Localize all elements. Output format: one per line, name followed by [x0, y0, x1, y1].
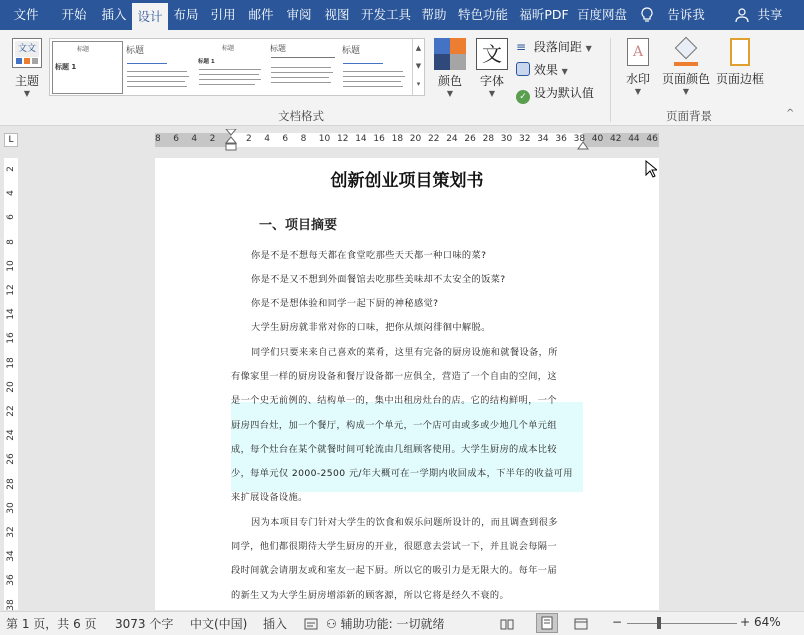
more-icon[interactable]: ▾: [416, 80, 421, 88]
ruler-tick-label: 40: [591, 134, 604, 144]
mouse-pointer-icon: [645, 160, 657, 181]
print-layout-icon[interactable]: [536, 613, 558, 633]
ruler-tick-label: 16: [373, 134, 385, 144]
vertical-ruler[interactable]: [4, 158, 18, 610]
paint-bucket-icon: [674, 38, 698, 62]
ruler-tick-label: 30: [6, 502, 16, 514]
indent-marker-icon[interactable]: [225, 129, 237, 151]
document-line: 有像家里一样的厨房设备和餐厅设备都一应俱全，营造了一个自由的空间，这: [231, 371, 557, 382]
collapse-ribbon-icon[interactable]: ^: [786, 108, 795, 119]
group-separator: [610, 38, 611, 122]
lightbulb-icon[interactable]: [640, 0, 654, 30]
set-as-default-button[interactable]: ✓ 设为默认值: [516, 84, 594, 104]
ruler-tick-label: 30: [500, 134, 513, 144]
ribbon-tab-bar: [0, 0, 804, 30]
chevron-down-icon: ▼: [561, 67, 568, 76]
tab-file[interactable]: 文件: [13, 7, 39, 22]
ruler-tick-label: 24: [446, 134, 458, 144]
page-borders-button[interactable]: 页面边框: [714, 38, 766, 102]
share-button[interactable]: 共享: [757, 7, 783, 22]
style-set-item[interactable]: 标题: [268, 41, 339, 94]
ruler-tick-label: 2: [246, 134, 252, 144]
tab-developer[interactable]: 开发工具: [360, 7, 411, 22]
document-heading-1: 一、项目摘要: [259, 218, 338, 233]
document-line: 的新生又为大学生厨房增添新的顾客源，所以它将是经久不衰的。: [231, 590, 510, 601]
tab-view[interactable]: 视图: [324, 7, 350, 22]
status-bar: [0, 611, 804, 635]
read-mode-icon[interactable]: [500, 615, 514, 634]
tab-insert[interactable]: 插入: [101, 7, 127, 22]
ruler-tick-label: 14: [355, 134, 367, 144]
ruler-tick-label: 42: [610, 134, 622, 144]
effects-icon: [516, 62, 530, 76]
user-icon[interactable]: [735, 0, 749, 30]
themes-button[interactable]: [8, 36, 46, 100]
ruler-tick-label: 36: [555, 134, 567, 144]
tab-foxit-pdf[interactable]: 福昕PDF: [519, 7, 569, 22]
ruler-tick-label: 2: [6, 166, 16, 172]
tab-special-features[interactable]: 特色功能: [457, 7, 508, 22]
tab-design[interactable]: 设计: [132, 3, 168, 30]
ruler-tick-label: 6: [173, 134, 179, 144]
document-title: 创新创业项目策划书: [330, 171, 484, 191]
zoom-in-button[interactable]: +: [740, 615, 751, 629]
word-count[interactable]: 3073 个字: [115, 617, 174, 631]
ruler-tick-label: 4: [6, 190, 16, 197]
ruler-tick-label: 32: [6, 526, 16, 538]
ruler-tick-label: 20: [409, 134, 422, 144]
ruler-tick-label: 10: [6, 260, 16, 272]
ruler-tick-label: 44: [628, 134, 640, 144]
zoom-out-button[interactable]: −: [612, 615, 623, 629]
ruler-tick-label: 38: [6, 598, 16, 611]
ruler-tick-label: 22: [6, 405, 16, 417]
page-border-icon: [730, 38, 750, 66]
chevron-down-icon: ▼: [634, 87, 642, 96]
paragraph-spacing-button[interactable]: ≡ 段落间距 ▼: [516, 40, 592, 54]
ruler-tick-label: 22: [428, 134, 440, 144]
chevron-up-icon[interactable]: ▲: [415, 44, 422, 52]
ruler-tick-label: 46: [646, 134, 658, 144]
colors-icon: [434, 38, 466, 70]
ruler-tick-label: 8: [300, 134, 307, 144]
ruler-tick-label: 2: [209, 134, 216, 144]
zoom-slider-handle[interactable]: [657, 617, 661, 629]
style-set-gallery[interactable]: [49, 38, 425, 96]
group-label-document-formatting: 文档格式: [278, 109, 324, 123]
colors-label: 颜色: [437, 74, 462, 88]
tab-mailings[interactable]: 邮件: [248, 7, 274, 22]
document-line: 你是不是又不想到外面餐馆去吃那些美味却不太安全的饭菜?: [251, 274, 506, 285]
chevron-down-icon: ▼: [682, 87, 690, 96]
ruler-tick-label: 6: [6, 214, 16, 221]
colors-button[interactable]: [432, 38, 468, 102]
tab-references[interactable]: 引用: [210, 7, 236, 22]
document-line: 厨房四台灶，加一个餐厅，构成一个单元，一个店可由或多或少地几个单元组: [231, 420, 557, 431]
document-line: 因为本项目专门针对大学生的饮食和娱乐问题所设计的，而且调查到很多: [251, 517, 558, 528]
style-set-item[interactable]: 标题: [340, 41, 411, 94]
horizontal-ruler[interactable]: [155, 133, 659, 147]
chevron-down-icon[interactable]: ▼: [415, 62, 422, 70]
document-line: 是一个史无前例的、结构单一的，集中出租房灶台的店。它的结构鲜明，一个: [231, 395, 557, 406]
chevron-down-icon: ▼: [446, 89, 454, 98]
ruler-tick-label: 24: [6, 429, 16, 441]
ruler-tick-label: 12: [337, 134, 349, 144]
accessibility-icon: ⚇: [326, 617, 337, 631]
web-layout-icon[interactable]: [574, 615, 588, 634]
insert-mode[interactable]: 插入: [263, 617, 288, 631]
tab-review[interactable]: 审阅: [286, 7, 312, 22]
ruler-tick-label: 34: [6, 550, 16, 562]
page-count[interactable]: 第 1 页，共 6 页: [6, 617, 97, 631]
language-indicator[interactable]: 中文(中国): [190, 617, 248, 631]
ruler-tick-label: 14: [6, 308, 16, 320]
ruler-tick-label: 4: [264, 134, 270, 144]
tell-me-search[interactable]: 告诉我: [667, 7, 705, 22]
document-line: 来扩展设备设施。: [231, 492, 308, 503]
zoom-level[interactable]: 64%: [754, 615, 781, 629]
document-line: 大学生厨房就非常对你的口味，把你从烦闷徘徊中解脱。: [251, 322, 491, 333]
ruler-tick-label: 26: [6, 453, 16, 466]
ribbon-design: [0, 30, 804, 126]
tab-home[interactable]: 开始: [61, 7, 87, 22]
ruler-tick-label: 16: [6, 332, 16, 345]
document-line: 你是不是想体验和同学一起下厨的神秘感觉?: [251, 298, 439, 309]
watermark-button[interactable]: A 水印 ▼: [620, 38, 656, 102]
ruler-tick-label: 18: [6, 356, 16, 369]
page-color-button[interactable]: 页面颜色 ▼: [660, 38, 712, 102]
document-line: 你是不是不想每天都在食堂吃那些天天都一种口味的菜?: [251, 250, 487, 261]
document-line: 段时间就会请朋友或和室友一起下厨。所以它的吸引力是无限大的。每年一届: [231, 565, 557, 576]
document-line: 少，每单元仅 2000-2500 元/年大概可在一学期内收回成本，下半年的收益可用: [231, 468, 573, 479]
tab-baidu-netdisk[interactable]: 百度网盘: [576, 7, 627, 22]
tab-help[interactable]: 帮助: [421, 7, 447, 22]
ruler-tick-label: 4: [191, 134, 198, 144]
gallery-scroll[interactable]: [412, 39, 424, 95]
tab-layout[interactable]: 布局: [173, 7, 199, 22]
right-indent-marker-icon[interactable]: [577, 139, 589, 149]
ruler-tick-label: 38: [573, 134, 586, 144]
ruler-tick-label: 10: [318, 134, 331, 144]
ruler-tick-label: 6: [282, 134, 289, 144]
fonts-label: 字体: [479, 74, 504, 88]
chevron-down-icon: ▼: [23, 89, 31, 98]
ruler-tick-label: 32: [519, 134, 531, 144]
chevron-down-icon: ▼: [585, 44, 592, 53]
themes-label: 主题: [14, 74, 39, 88]
document-line: 成，每个灶台在某个就餐时间可轮流由几组顾客使用。大学生厨房的成本比较: [231, 444, 557, 455]
ruler-tick-label: 36: [6, 574, 16, 587]
ruler-tick-label: 20: [6, 381, 16, 393]
fonts-button[interactable]: [474, 38, 510, 102]
fonts-icon: 文: [476, 38, 508, 70]
effects-button[interactable]: 效果 ▼: [516, 61, 568, 78]
ruler-tick-label: 12: [6, 284, 16, 296]
ruler-tick-label: 8: [6, 238, 16, 245]
ruler-tick-label: 26: [464, 134, 476, 144]
paragraph-spacing-icon: ≡: [516, 40, 527, 54]
group-label-page-background: 页面背景: [666, 109, 712, 123]
themes-icon: 文文: [12, 38, 42, 68]
chevron-down-icon: ▼: [488, 89, 496, 98]
ruler-tick-label: 34: [537, 134, 549, 144]
tab-selector[interactable]: L: [4, 133, 18, 147]
zoom-slider[interactable]: [627, 623, 737, 624]
ruler-tick-label: 8: [155, 134, 161, 144]
watermark-icon: A: [627, 38, 649, 66]
check-icon: ✓: [516, 90, 530, 104]
document-line: 同学们只要来来自己喜欢的菜肴，这里有完备的厨房设施和就餐设备，所: [251, 347, 558, 358]
ruler-tick-label: 28: [482, 134, 495, 144]
accessibility-status[interactable]: ⚇ 辅助功能: 一切就绪: [326, 617, 445, 631]
style-set-item[interactable]: 标题 标题 1: [52, 41, 123, 94]
macro-record-icon[interactable]: [304, 615, 318, 634]
document-line: 同学，他们都很期待大学生厨房的开业，很愿意去尝试一下，并且说会每隔一: [231, 541, 557, 552]
document-page[interactable]: [155, 158, 659, 610]
style-set-item[interactable]: 标题: [124, 41, 195, 94]
style-set-item[interactable]: 标题 标题 1: [196, 41, 267, 94]
ruler-tick-label: 18: [391, 134, 404, 144]
ruler-tick-label: 28: [6, 477, 16, 490]
